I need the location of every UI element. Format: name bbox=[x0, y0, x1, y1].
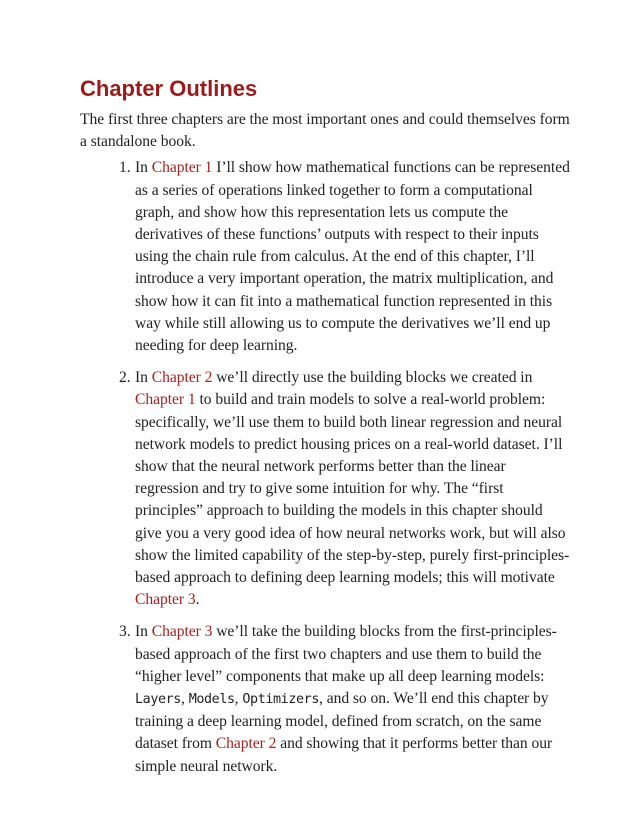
text-run: to build and train models to solve a real-world problem: specifically, we’ll use them to build both linear regression and neural network models to predict housing prices on a real-world dataset. I’ll show that the neural network performs better than the linear regression and try to give some intuition for why. The “first principles” approach to building the models in this chapter should give you a very good idea of how neural networks work, but will also show the limited capability of the step-by-step, purely first-principles-based approach to defining deep learning models; this will motivate bbox=[135, 391, 570, 587]
code-models: Models bbox=[188, 692, 235, 708]
section-heading: Chapter Outlines bbox=[80, 76, 258, 101]
chapter-2-link[interactable]: Chapter 2 bbox=[215, 735, 277, 753]
text-run: In bbox=[135, 369, 152, 387]
chapter-3-link[interactable]: Chapter 3 bbox=[135, 591, 196, 609]
list-number: 2. bbox=[119, 369, 131, 387]
text-run: , bbox=[180, 690, 189, 708]
text-run: we’ll take the building blocks from the first-principles-based approach of the first two chapters and use them to build the “higher level” components that make up all deep learning models: bbox=[135, 623, 557, 685]
text-run: In bbox=[135, 623, 152, 641]
text-run: I’ll show how mathematical functions can be represented as a series of operations linked together to form a computational graph, and show how this representation lets us compute the derivatives of these functions’ outputs with respect to their inputs using the chain rule from calculus. At the end of this chapter, I’ll introduce a very important operation, the matrix multiplication, and show how it can fit into a mathematical function represented in this way while still allowing us to compute the derivatives we’ll end up needing for deep learning. bbox=[135, 159, 570, 355]
document-page bbox=[80, 68, 570, 788]
chapter-1-link[interactable]: Chapter 1 bbox=[151, 159, 213, 177]
text-run: In bbox=[135, 159, 152, 177]
text-run: . bbox=[195, 591, 200, 609]
chapter-1-link[interactable]: Chapter 1 bbox=[135, 391, 196, 409]
chapter-list-item-1 bbox=[80, 157, 570, 357]
text-run: , and so on. We’ll end this chapter by training a deep learning model, defined from scratch, on the same dataset from bbox=[135, 690, 549, 753]
chapter-2-link[interactable]: Chapter 2 bbox=[151, 369, 213, 387]
text-run: we’ll directly use the building blocks we created in bbox=[212, 369, 533, 387]
chapter-list bbox=[80, 157, 570, 777]
chapter-list-item-2 bbox=[80, 367, 570, 611]
code-layers: Layers bbox=[135, 692, 181, 708]
list-number: 3. bbox=[119, 623, 131, 641]
chapter-list-item-3 bbox=[80, 621, 570, 777]
intro-paragraph: The first three chapters are the most important ones and could themselves form a standalone book. bbox=[80, 111, 570, 151]
code-optimizers: Optimizers bbox=[242, 692, 319, 708]
text-run: and showing that it performs better than our simple neural network. bbox=[135, 735, 553, 775]
chapter-3-link[interactable]: Chapter 3 bbox=[151, 623, 213, 641]
list-number: 1. bbox=[119, 159, 131, 177]
text-run: , bbox=[234, 690, 243, 708]
